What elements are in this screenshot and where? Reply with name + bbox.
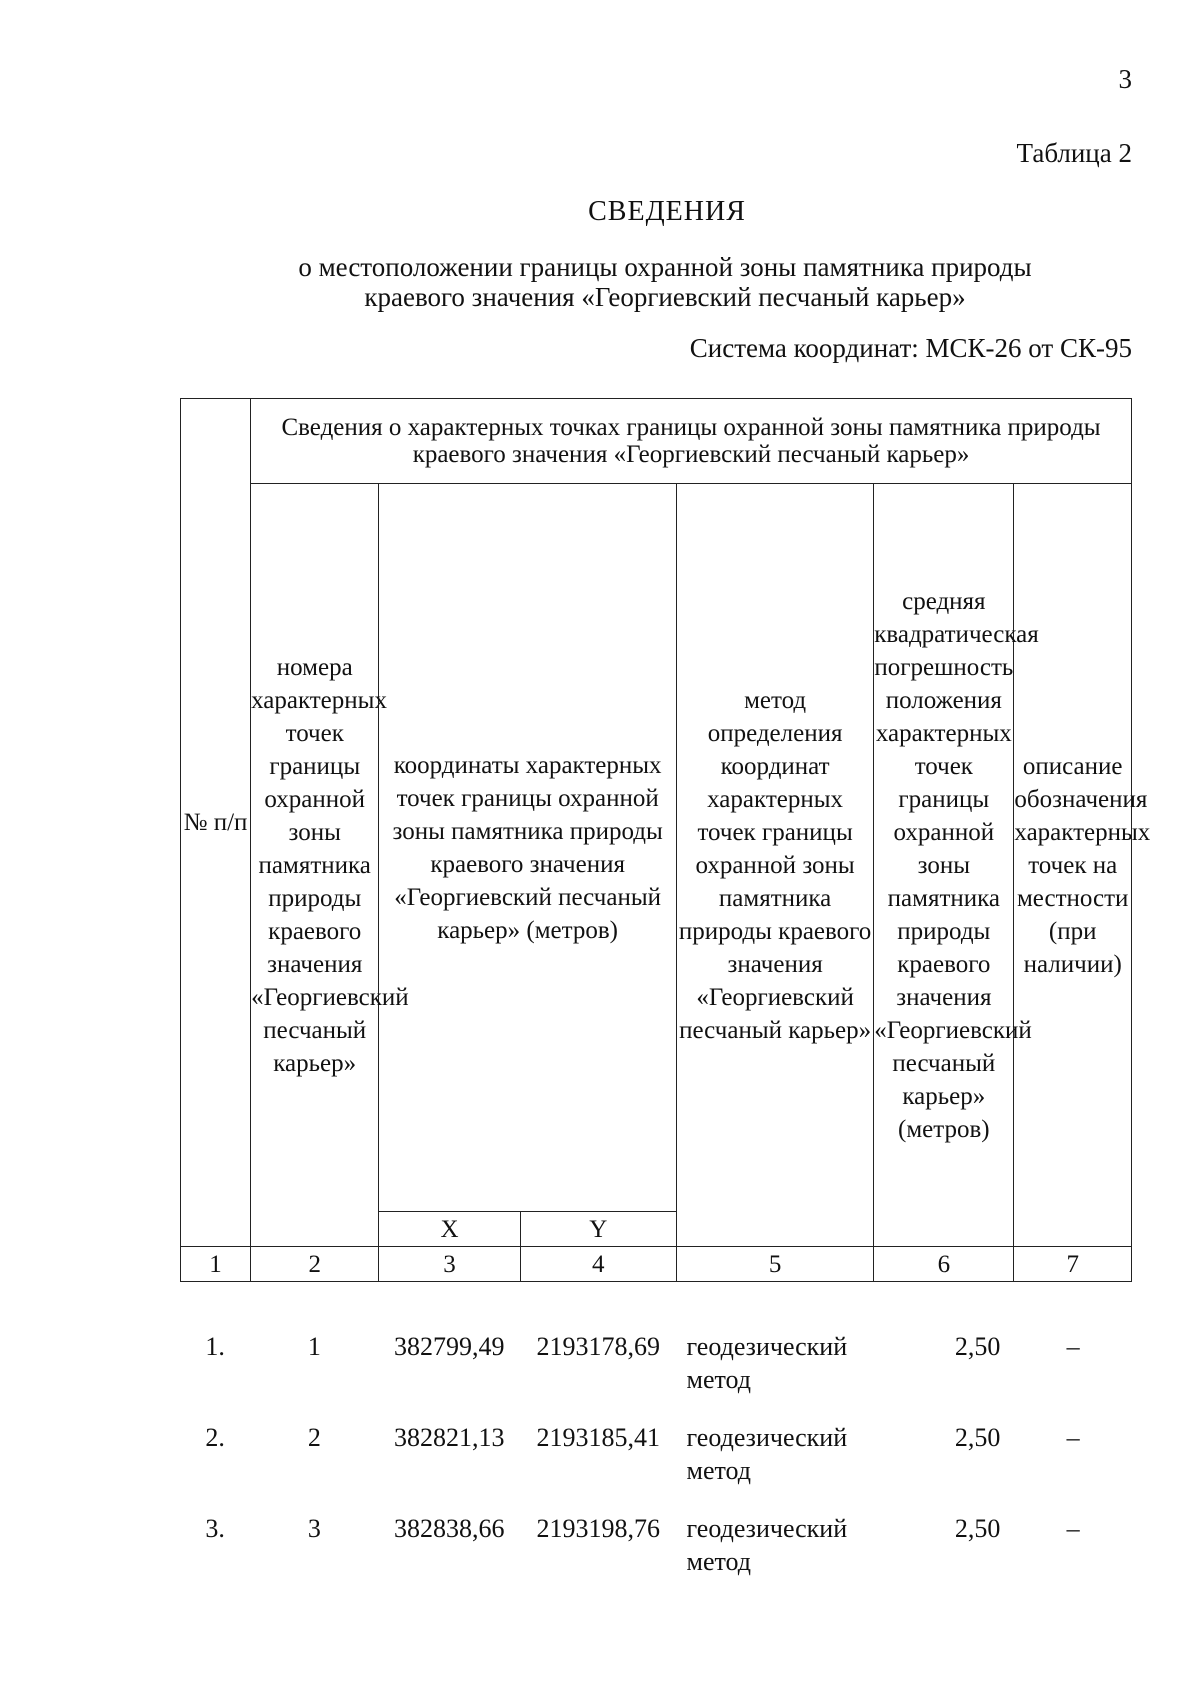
- column-number: 3: [379, 1247, 520, 1282]
- document-title: СВЕДЕНИЯ: [588, 196, 746, 227]
- header-x: X: [379, 1212, 520, 1247]
- cell-point-number: 3: [307, 1514, 321, 1543]
- cell-y: 2193185,41: [536, 1423, 660, 1452]
- column-numbers-row: [181, 1247, 1132, 1282]
- cell-description: –: [1066, 1332, 1080, 1361]
- column-number: 5: [676, 1247, 873, 1282]
- header-description: описание обозначения характерных точек на местности (при наличии): [1014, 484, 1132, 1247]
- cell-point-number: 2: [307, 1423, 321, 1452]
- column-number: 2: [251, 1247, 379, 1282]
- header-coordinates: координаты характерных точек границы охранной зоны памятника природы краевого значения «Георгиевский песчаный карьер» (метров): [379, 484, 677, 1212]
- cell-description: –: [1066, 1423, 1080, 1452]
- column-number: 4: [520, 1247, 676, 1282]
- cell-point-number: 1: [307, 1332, 321, 1361]
- header-error: средняя квадратическая погрешность положения характерных точек границы охранной зоны памятника природы краевого значения «Георгиевский песчаный карьер» (метров): [874, 484, 1014, 1247]
- coordinate-system: Система координат: МСК-26 от СК-95: [689, 333, 1132, 363]
- cell-y: 2193178,69: [536, 1332, 660, 1361]
- cell-x: 382799,49: [394, 1332, 505, 1361]
- header-point-number: номера характерных точек границы охранной зоны памятника природы краевого значения «Георгиевский песчаный карьер»: [251, 484, 379, 1247]
- column-number: 1: [181, 1247, 251, 1282]
- boundary-points-table-body: [180, 1330, 1132, 1603]
- column-number: 6: [874, 1247, 1014, 1282]
- cell-row-number: 2.: [205, 1423, 225, 1452]
- table-row: [180, 1512, 1132, 1603]
- document-subtitle: о местоположении границы охранной зоны памятника природы краевого значения «Георгиевский песчаный карьер»: [298, 252, 1032, 312]
- header-row-number: № п/п: [181, 399, 251, 1247]
- header-group-title: Сведения о характерных точках границы охранной зоны памятника природы краевого значения «Георгиевский песчаный карьер»: [251, 399, 1132, 484]
- table-label: Таблица 2: [1016, 138, 1132, 168]
- column-number: 7: [1014, 1247, 1132, 1282]
- cell-description: –: [1066, 1514, 1080, 1543]
- cell-error: 2,50: [954, 1514, 1001, 1543]
- boundary-points-table-header: [180, 398, 1151, 1282]
- table-row: [180, 1421, 1132, 1512]
- cell-x: 382821,13: [394, 1423, 505, 1452]
- header-method: метод определения координат характерных точек границы охранной зоны памятника природы краевого значения «Георгиевский песчаный карьер»: [676, 484, 873, 1247]
- table-row: [180, 1330, 1132, 1421]
- cell-row-number: 1.: [205, 1332, 225, 1361]
- cell-row-number: 3.: [205, 1514, 225, 1543]
- cell-method: геодезический метод: [686, 1514, 848, 1576]
- page-number: 3: [1118, 64, 1132, 94]
- cell-x: 382838,66: [394, 1514, 505, 1543]
- cell-error: 2,50: [954, 1423, 1001, 1452]
- cell-method: геодезический метод: [686, 1423, 848, 1485]
- header-y: Y: [520, 1212, 676, 1247]
- cell-y: 2193198,76: [536, 1514, 660, 1543]
- cell-method: геодезический метод: [686, 1332, 848, 1394]
- cell-error: 2,50: [954, 1332, 1001, 1361]
